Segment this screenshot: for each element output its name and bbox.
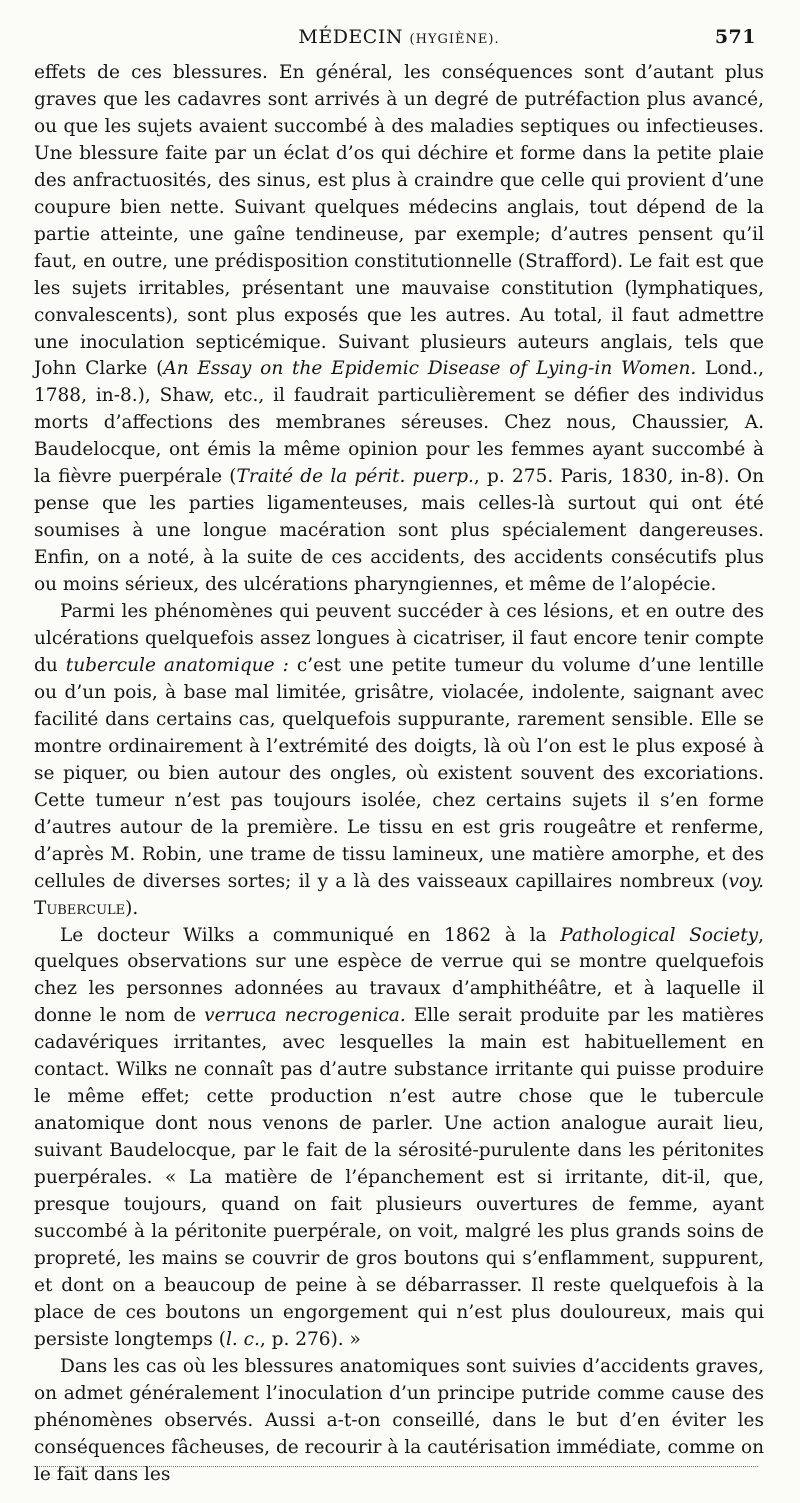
italic-text: verruca necrogenica. xyxy=(204,1005,406,1027)
text-run: , p. 276). » xyxy=(259,1328,361,1350)
italic-text: An Essay on the Epidemic Disease of Lying-in Women. xyxy=(163,358,697,380)
text-run: , quelques observations sur une espèce de verrue qui se montre quelquefois chez les personnes adonnées au travaux d’amphithéâtre, et à laquelle il donne le nom de xyxy=(34,924,765,1027)
text-run: Lond., 1788, in-8.), Shaw, etc., il faudrait particulièrement se défier des individus morts d’affections des membranes séreuses. Chez nous, Chaussier, A. Baudelocque, ont émis la même opinion pour les femmes ayant succombé à la fièvre puerpérale ( xyxy=(34,358,764,488)
paragraph xyxy=(34,923,764,1354)
paragraph xyxy=(34,1354,764,1489)
running-header xyxy=(34,26,764,60)
footer-dotted-rule xyxy=(36,1466,758,1467)
text-run: ). xyxy=(125,897,139,919)
text-run: Parmi les phénomènes qui peuvent succéder à ces lésions, et en outre des ulcérations quelquefois assez longues à cicatriser, il faut encore tenir compte du xyxy=(34,601,764,676)
body-text xyxy=(34,60,764,1489)
text-run: effets de ces blessures. En général, les conséquences sont d’autant plus graves que les cadavres sont arrivés à un degré de putréfaction plus avancé, ou que les sujets avaient succombé à des maladies septiques ou infectieuses. Une blessure faite par un éclat d’os qui déchire et forme dans la petite plaie des anfractuosités, des sinus, est plus à craindre que celle qui provient d’une coupure bien nette. Suivant quelques médecins anglais, tout dépend de la partie atteinte, une gaîne tendineuse, par exemple; d’autres pensent qu’il faut, en outre, une prédisposition constitutionnelle (Strafford). Le fait est que les sujets irritables, présentant une mauvaise constitution (lymphatiques, convalescents), sont plus exposés que les autres. Au total, il faut admettre une inoculation septicémique. Suivant plusieurs auteurs anglais, tels que John Clarke ( xyxy=(34,62,764,380)
running-title-main: MÉDECIN xyxy=(298,26,403,48)
italic-text: Pathological Society xyxy=(560,924,759,946)
paragraph xyxy=(34,60,764,599)
running-title xyxy=(34,26,764,48)
italic-text: voy. xyxy=(728,870,764,892)
italic-text: l. c. xyxy=(225,1328,260,1350)
text-run: , p. 275. Paris, 1830, in-8). On pense que les parties ligamenteuses, mais celles-là surtout qui ont été soumises à une longue macération sont plus spécialement dangereuses. Enfin, on a noté, à la suite de ces accidents, des accidents consécutifs plus ou moins sérieux, des ulcérations pharyngiennes, et même de l’alopécie. xyxy=(34,466,764,596)
text-run: c’est une petite tumeur du volume d’une lentille ou d’un pois, à base mal limitée, grisâtre, violacée, indolente, saignant avec facilité dans certains cas, quelquefois suppurante, rarement sensible. Elle se montre ordinairement à l’extrémité des doigts, là où l’on est le plus exposé à se piquer, ou bien autour des ongles, où existent souvent des excoriations. Cette tumeur n’est pas toujours isolée, chez certains sujets il s’en forme d’autres autour de la première. Le tissu en est gris rougeâtre et renferme, d’après M. Robin, une trame de tissu lamineux, une matière amorphe, et des cellules de diverses sortes; il y a là des vaisseaux capillaires nombreux ( xyxy=(34,654,764,892)
paragraph xyxy=(34,599,764,922)
text-run: Elle serait produite par les matières cadavériques irritantes, avec lesquelles la main est habituellement en contact. Wilks ne connaît pas d’autre substance irritante qui puisse produire le même effet; cette production n’est autre chose que le tubercule anatomique dont nous venons de parler. Une action analogue aurait lieu, suivant Baudelocque, par le fait de la sérosité-purulente dans les péritonites puerpérales. « La matière de l’épanchement est si irritante, dit-il, que, presque toujours, quand on fait plusieurs ouvertures de femme, ayant succombé à la péritonite puerpérale, on voit, malgré les plus grands soins de propreté, les mains se couvrir de gros boutons qui s’enflamment, suppurent, et dont on a beaucoup de peine à se débarrasser. Il reste quelquefois à la place de ces boutons un engorgement qui n’est plus douloureux, mais qui persiste longtemps ( xyxy=(34,1005,764,1350)
page-number: 571 xyxy=(714,26,756,48)
small-caps-text: Tubercule xyxy=(34,897,126,919)
text-run: Dans les cas où les blessures anatomiques sont suivies d’accidents graves, on admet généralement l’inoculation d’un principe putride comme cause des phénomènes observés. Aussi a-t-on conseillé, dans le but d’en éviter les conséquences fâcheuses, de recourir à la cautérisation immédiate, comme on le fait dans les xyxy=(34,1355,764,1485)
text-run: Le docteur Wilks a communiqué en 1862 à la xyxy=(60,924,561,946)
italic-text: Traité de la périt. puerp. xyxy=(236,466,474,488)
italic-text: tubercule anatomique : xyxy=(65,654,289,676)
running-title-sub: (HYGIÈNE). xyxy=(409,32,500,47)
